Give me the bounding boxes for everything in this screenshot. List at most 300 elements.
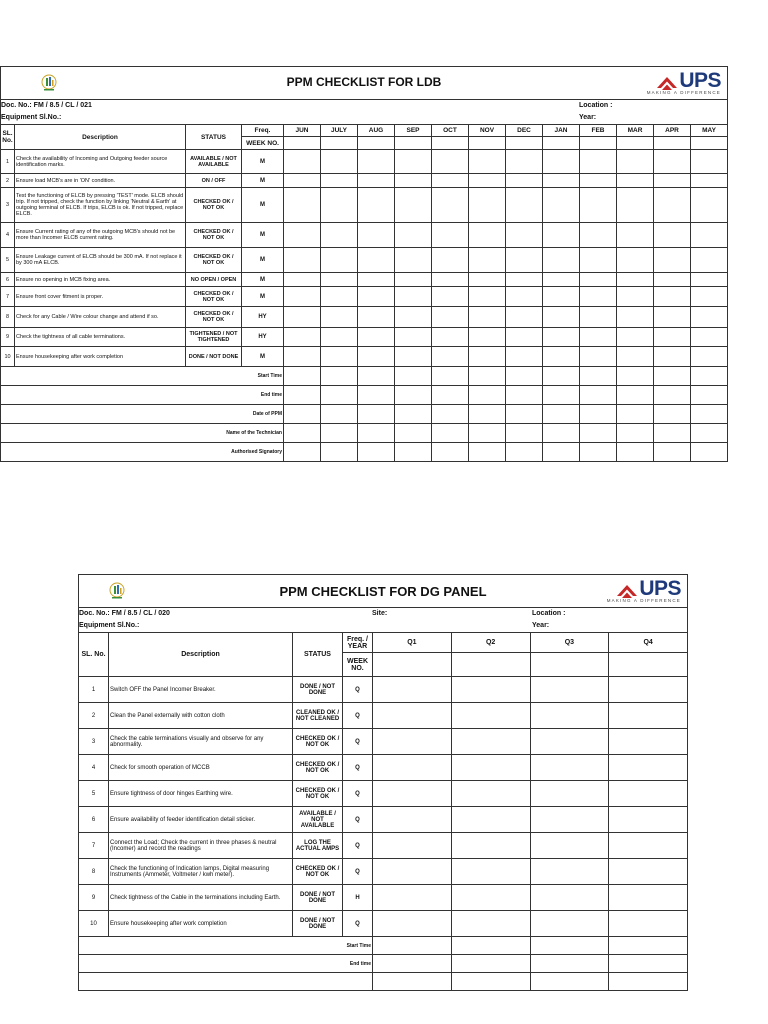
entry-cell[interactable] bbox=[580, 328, 617, 347]
entry-cell[interactable] bbox=[530, 973, 609, 991]
entry-cell[interactable] bbox=[358, 287, 395, 307]
entry-cell[interactable] bbox=[617, 150, 654, 174]
entry-cell[interactable] bbox=[530, 859, 609, 885]
description-cell: Connect the Load; Check the current in three phases & neutral (Incomer) and record the readings bbox=[109, 833, 293, 859]
entry-cell[interactable] bbox=[530, 807, 609, 833]
entry-cell[interactable] bbox=[617, 287, 654, 307]
entry-cell[interactable] bbox=[284, 248, 321, 273]
entry-cell[interactable] bbox=[284, 405, 321, 424]
location-label: Location : bbox=[532, 610, 566, 617]
month-header: OCT bbox=[432, 125, 469, 137]
entry-cell[interactable] bbox=[373, 911, 452, 937]
status-cell: DONE / NOT DONE bbox=[186, 347, 242, 367]
entry-cell[interactable] bbox=[609, 755, 688, 781]
footer-label: Name of the Technician bbox=[1, 424, 284, 443]
freq-cell: Q bbox=[343, 755, 373, 781]
freq-cell: Q bbox=[343, 859, 373, 885]
entry-cell[interactable] bbox=[506, 223, 543, 248]
entry-cell[interactable] bbox=[654, 150, 691, 174]
entry-cell[interactable] bbox=[284, 287, 321, 307]
entry-cell[interactable] bbox=[432, 174, 469, 188]
entry-cell[interactable] bbox=[609, 729, 688, 755]
status-cell: CHECKED OK / NOT OK bbox=[186, 248, 242, 273]
ldb-checklist bbox=[0, 66, 728, 462]
entry-cell[interactable] bbox=[580, 223, 617, 248]
entry-cell[interactable] bbox=[432, 367, 469, 386]
entry-cell[interactable] bbox=[543, 248, 580, 273]
entry-cell[interactable] bbox=[506, 188, 543, 223]
entry-cell[interactable] bbox=[284, 386, 321, 405]
entry-cell[interactable] bbox=[580, 248, 617, 273]
description-cell: Ensure Leakage current of ELCB should be 300 mA. If not replace it by 300 mA ELCB. bbox=[15, 248, 186, 273]
entry-cell[interactable] bbox=[395, 273, 432, 287]
quarter-header: Q3 bbox=[530, 633, 609, 653]
entry-cell[interactable] bbox=[580, 367, 617, 386]
entry-cell[interactable] bbox=[506, 405, 543, 424]
entry-cell[interactable] bbox=[654, 287, 691, 307]
entry-cell[interactable] bbox=[284, 150, 321, 174]
entry-cell[interactable] bbox=[617, 273, 654, 287]
entry-cell[interactable] bbox=[358, 273, 395, 287]
entry-cell[interactable] bbox=[358, 223, 395, 248]
entry-cell[interactable] bbox=[451, 677, 530, 703]
entry-cell[interactable] bbox=[358, 367, 395, 386]
entry-cell[interactable] bbox=[395, 188, 432, 223]
entry-cell[interactable] bbox=[469, 307, 506, 328]
entry-cell[interactable] bbox=[691, 307, 728, 328]
entry-cell[interactable] bbox=[451, 859, 530, 885]
entry-cell[interactable] bbox=[432, 405, 469, 424]
entry-cell[interactable] bbox=[395, 424, 432, 443]
entry-cell[interactable] bbox=[469, 405, 506, 424]
table-row bbox=[1, 347, 728, 367]
entry-cell[interactable] bbox=[617, 367, 654, 386]
status-cell: AVAILABLE / NOT AVAILABLE bbox=[293, 807, 343, 833]
entry-cell[interactable] bbox=[691, 367, 728, 386]
footer-row bbox=[1, 405, 728, 424]
entry-cell[interactable] bbox=[469, 223, 506, 248]
entry-cell[interactable] bbox=[469, 347, 506, 367]
entry-cell[interactable] bbox=[691, 273, 728, 287]
entry-cell[interactable] bbox=[284, 223, 321, 248]
month-header: NOV bbox=[469, 125, 506, 137]
entry-cell[interactable] bbox=[654, 223, 691, 248]
entry-cell[interactable] bbox=[543, 307, 580, 328]
entry-cell[interactable] bbox=[395, 287, 432, 307]
entry-cell[interactable] bbox=[580, 307, 617, 328]
status-cell: CHECKED OK / NOT OK bbox=[293, 781, 343, 807]
entry-cell[interactable] bbox=[432, 347, 469, 367]
entry-cell[interactable] bbox=[530, 937, 609, 955]
entry-cell[interactable] bbox=[543, 174, 580, 188]
entry-cell[interactable] bbox=[432, 307, 469, 328]
footer-label: End time bbox=[1, 386, 284, 405]
entry-cell[interactable] bbox=[506, 367, 543, 386]
entry-cell[interactable] bbox=[284, 367, 321, 386]
entry-cell[interactable] bbox=[543, 424, 580, 443]
entry-cell[interactable] bbox=[617, 307, 654, 328]
entry-cell[interactable] bbox=[395, 386, 432, 405]
entry-cell[interactable] bbox=[580, 174, 617, 188]
doc-no: Doc. No.: FM / 8.5 / CL / 021 bbox=[1, 102, 92, 109]
entry-cell[interactable] bbox=[580, 273, 617, 287]
entry-cell[interactable] bbox=[609, 885, 688, 911]
entry-cell[interactable] bbox=[691, 223, 728, 248]
entry-cell[interactable] bbox=[530, 885, 609, 911]
entry-cell[interactable] bbox=[543, 405, 580, 424]
entry-cell[interactable] bbox=[432, 424, 469, 443]
entry-cell[interactable] bbox=[609, 677, 688, 703]
entry-cell[interactable] bbox=[609, 781, 688, 807]
footer-row bbox=[79, 973, 688, 991]
entry-cell[interactable] bbox=[451, 781, 530, 807]
year-label: Year: bbox=[579, 114, 597, 121]
description-cell: Test the functioning of ELCB by pressing 'TEST' mode. ELCB should trip. If not tripped, check the function by linking 'Neutral & Earth' at outgoing terminal of ELCB. If trips, ELCB is ok. If not tripped, replace ELCB. bbox=[15, 188, 186, 223]
entry-cell[interactable] bbox=[469, 188, 506, 223]
status-cell: AVAILABLE / NOT AVAILABLE bbox=[186, 150, 242, 174]
entry-cell[interactable] bbox=[506, 347, 543, 367]
entry-cell[interactable] bbox=[691, 328, 728, 347]
entry-cell[interactable] bbox=[432, 443, 469, 462]
entry-cell[interactable] bbox=[691, 405, 728, 424]
entry-cell[interactable] bbox=[321, 248, 358, 273]
entry-cell[interactable] bbox=[321, 223, 358, 248]
entry-cell[interactable] bbox=[609, 833, 688, 859]
ups-chevron-icon bbox=[616, 582, 638, 598]
entry-cell[interactable] bbox=[609, 911, 688, 937]
table-row bbox=[1, 248, 728, 273]
status-header: STATUS bbox=[293, 633, 343, 677]
entry-cell[interactable] bbox=[284, 174, 321, 188]
status-cell: CHECKED OK / NOT OK bbox=[293, 755, 343, 781]
entry-cell[interactable] bbox=[469, 386, 506, 405]
entry-cell[interactable] bbox=[284, 188, 321, 223]
freq-cell: H bbox=[343, 885, 373, 911]
entry-cell[interactable] bbox=[654, 273, 691, 287]
entry-cell[interactable] bbox=[580, 443, 617, 462]
entry-cell[interactable] bbox=[691, 174, 728, 188]
status-cell: DONE / NOT DONE bbox=[293, 911, 343, 937]
equipment-label: Equipment Sl.No.: bbox=[1, 114, 62, 121]
entry-cell[interactable] bbox=[358, 150, 395, 174]
entry-cell[interactable] bbox=[395, 150, 432, 174]
entry-cell[interactable] bbox=[395, 307, 432, 328]
entry-cell[interactable] bbox=[451, 911, 530, 937]
ldb-table bbox=[0, 124, 728, 462]
entry-cell[interactable] bbox=[691, 386, 728, 405]
entry-cell[interactable] bbox=[373, 937, 452, 955]
freq-header: Freq. / YEAR bbox=[343, 633, 373, 653]
footer-label: Date of PPM bbox=[1, 405, 284, 424]
entry-cell[interactable] bbox=[691, 248, 728, 273]
entry-cell[interactable] bbox=[395, 347, 432, 367]
entry-cell[interactable] bbox=[358, 443, 395, 462]
entry-cell[interactable] bbox=[373, 677, 452, 703]
entry-cell[interactable] bbox=[358, 424, 395, 443]
entry-cell[interactable] bbox=[543, 443, 580, 462]
entry-cell[interactable] bbox=[609, 937, 688, 955]
entry-cell[interactable] bbox=[543, 223, 580, 248]
entry-cell[interactable] bbox=[358, 307, 395, 328]
entry-cell[interactable] bbox=[654, 188, 691, 223]
entry-cell[interactable] bbox=[543, 386, 580, 405]
entry-cell[interactable] bbox=[358, 174, 395, 188]
status-cell: CHECKED OK / NOT OK bbox=[186, 188, 242, 223]
entry-cell[interactable] bbox=[543, 328, 580, 347]
entry-cell[interactable] bbox=[543, 273, 580, 287]
entry-cell[interactable] bbox=[373, 955, 452, 973]
entry-cell[interactable] bbox=[469, 328, 506, 347]
entry-cell[interactable] bbox=[617, 424, 654, 443]
entry-cell[interactable] bbox=[451, 937, 530, 955]
entry-cell[interactable] bbox=[506, 273, 543, 287]
entry-cell[interactable] bbox=[506, 174, 543, 188]
description-cell: Check the tightness of all cable terminations. bbox=[15, 328, 186, 347]
entry-cell[interactable] bbox=[284, 443, 321, 462]
entry-cell[interactable] bbox=[654, 347, 691, 367]
entry-cell[interactable] bbox=[469, 443, 506, 462]
entry-cell[interactable] bbox=[321, 424, 358, 443]
entry-cell[interactable] bbox=[321, 405, 358, 424]
entry-cell[interactable] bbox=[691, 287, 728, 307]
entry-cell[interactable] bbox=[358, 328, 395, 347]
freq-cell: M bbox=[242, 174, 284, 188]
entry-cell[interactable] bbox=[284, 424, 321, 443]
entry-cell[interactable] bbox=[321, 347, 358, 367]
entry-cell[interactable] bbox=[284, 347, 321, 367]
ups-brand: UPS bbox=[639, 577, 681, 600]
entry-cell[interactable] bbox=[654, 424, 691, 443]
entry-cell[interactable] bbox=[284, 307, 321, 328]
footer-row bbox=[1, 424, 728, 443]
entry-cell[interactable] bbox=[530, 833, 609, 859]
entry-cell[interactable] bbox=[284, 273, 321, 287]
entry-cell[interactable] bbox=[543, 287, 580, 307]
dg-title: PPM CHECKLIST FOR DG PANEL bbox=[279, 584, 487, 599]
entry-cell[interactable] bbox=[617, 347, 654, 367]
entry-cell[interactable] bbox=[373, 859, 452, 885]
sl-cell: 8 bbox=[79, 859, 109, 885]
entry-cell[interactable] bbox=[654, 367, 691, 386]
entry-cell[interactable] bbox=[432, 287, 469, 307]
entry-cell[interactable] bbox=[321, 174, 358, 188]
description-cell: Ensure availability of feeder identification detail sticker. bbox=[109, 807, 293, 833]
entry-cell[interactable] bbox=[691, 443, 728, 462]
entry-cell[interactable] bbox=[654, 443, 691, 462]
sl-cell: 6 bbox=[1, 273, 15, 287]
entry-cell[interactable] bbox=[580, 386, 617, 405]
sl-cell: 10 bbox=[79, 911, 109, 937]
entry-cell[interactable] bbox=[506, 328, 543, 347]
entry-cell[interactable] bbox=[321, 273, 358, 287]
entry-cell[interactable] bbox=[321, 328, 358, 347]
entry-cell[interactable] bbox=[530, 911, 609, 937]
ups-logo bbox=[607, 577, 681, 603]
entry-cell[interactable] bbox=[617, 386, 654, 405]
entry-cell[interactable] bbox=[530, 703, 609, 729]
entry-cell[interactable] bbox=[432, 248, 469, 273]
entry-cell[interactable] bbox=[395, 405, 432, 424]
entry-cell[interactable] bbox=[395, 367, 432, 386]
quarter-header: Q2 bbox=[451, 633, 530, 653]
entry-cell[interactable] bbox=[358, 405, 395, 424]
entry-cell[interactable] bbox=[451, 973, 530, 991]
site-label: Site: bbox=[372, 610, 388, 617]
entry-cell[interactable] bbox=[609, 859, 688, 885]
entry-cell[interactable] bbox=[609, 973, 688, 991]
entry-cell[interactable] bbox=[451, 833, 530, 859]
description-cell: Ensure Current rating of any of the outgoing MCB's should not be more than Incomer ELCB current rating. bbox=[15, 223, 186, 248]
entry-cell[interactable] bbox=[373, 973, 452, 991]
entry-cell[interactable] bbox=[609, 955, 688, 973]
entry-cell[interactable] bbox=[691, 424, 728, 443]
entry-cell[interactable] bbox=[506, 424, 543, 443]
entry-cell[interactable] bbox=[506, 443, 543, 462]
entry-cell[interactable] bbox=[543, 150, 580, 174]
entry-cell[interactable] bbox=[506, 287, 543, 307]
entry-cell[interactable] bbox=[321, 386, 358, 405]
entry-cell[interactable] bbox=[580, 347, 617, 367]
entry-cell[interactable] bbox=[617, 443, 654, 462]
entry-cell[interactable] bbox=[530, 729, 609, 755]
entry-cell[interactable] bbox=[451, 729, 530, 755]
entry-cell[interactable] bbox=[530, 781, 609, 807]
table-row bbox=[79, 911, 688, 937]
entry-cell[interactable] bbox=[617, 328, 654, 347]
entry-cell[interactable] bbox=[373, 885, 452, 911]
entry-cell[interactable] bbox=[373, 703, 452, 729]
entry-cell[interactable] bbox=[617, 174, 654, 188]
freq-cell: M bbox=[242, 150, 284, 174]
entry-cell[interactable] bbox=[451, 885, 530, 911]
entry-cell[interactable] bbox=[543, 188, 580, 223]
table-row bbox=[1, 223, 728, 248]
entry-cell[interactable] bbox=[373, 833, 452, 859]
status-cell: DONE / NOT DONE bbox=[293, 677, 343, 703]
entry-cell[interactable] bbox=[543, 367, 580, 386]
entry-cell[interactable] bbox=[373, 781, 452, 807]
entry-cell[interactable] bbox=[469, 273, 506, 287]
entry-cell[interactable] bbox=[530, 755, 609, 781]
entry-cell[interactable] bbox=[617, 223, 654, 248]
entry-cell[interactable] bbox=[321, 307, 358, 328]
entry-cell[interactable] bbox=[506, 248, 543, 273]
entry-cell[interactable] bbox=[617, 188, 654, 223]
entry-cell[interactable] bbox=[469, 367, 506, 386]
entry-cell[interactable] bbox=[691, 188, 728, 223]
entry-cell[interactable] bbox=[580, 405, 617, 424]
entry-cell[interactable] bbox=[654, 405, 691, 424]
entry-cell[interactable] bbox=[358, 386, 395, 405]
entry-cell[interactable] bbox=[451, 703, 530, 729]
entry-cell[interactable] bbox=[373, 729, 452, 755]
entry-cell[interactable] bbox=[654, 386, 691, 405]
entry-cell[interactable] bbox=[506, 307, 543, 328]
status-cell: ON / OFF bbox=[186, 174, 242, 188]
entry-cell[interactable] bbox=[469, 424, 506, 443]
freq-cell: M bbox=[242, 273, 284, 287]
entry-cell[interactable] bbox=[469, 287, 506, 307]
entry-cell[interactable] bbox=[395, 248, 432, 273]
entry-cell[interactable] bbox=[395, 443, 432, 462]
description-cell: Ensure tightness of door hinges Earthing wire. bbox=[109, 781, 293, 807]
entry-cell[interactable] bbox=[530, 677, 609, 703]
entry-cell[interactable] bbox=[321, 367, 358, 386]
entry-cell[interactable] bbox=[506, 386, 543, 405]
entry-cell[interactable] bbox=[580, 188, 617, 223]
entry-cell[interactable] bbox=[654, 328, 691, 347]
entry-cell[interactable] bbox=[321, 443, 358, 462]
description-cell: Ensure front cover fitment is proper. bbox=[15, 287, 186, 307]
entry-cell[interactable] bbox=[580, 150, 617, 174]
sl-cell: 4 bbox=[79, 755, 109, 781]
dg-table bbox=[78, 632, 688, 991]
entry-cell[interactable] bbox=[395, 223, 432, 248]
entry-cell[interactable] bbox=[451, 755, 530, 781]
entry-cell[interactable] bbox=[530, 955, 609, 973]
entry-cell[interactable] bbox=[284, 328, 321, 347]
footer-label: Start Time bbox=[1, 367, 284, 386]
table-row bbox=[79, 885, 688, 911]
entry-cell[interactable] bbox=[543, 347, 580, 367]
entry-cell[interactable] bbox=[321, 150, 358, 174]
entry-cell[interactable] bbox=[358, 188, 395, 223]
entry-cell[interactable] bbox=[451, 955, 530, 973]
entry-cell[interactable] bbox=[432, 273, 469, 287]
entry-cell[interactable] bbox=[609, 807, 688, 833]
entry-cell[interactable] bbox=[451, 807, 530, 833]
entry-cell[interactable] bbox=[321, 287, 358, 307]
entry-cell[interactable] bbox=[506, 150, 543, 174]
entry-cell[interactable] bbox=[358, 347, 395, 367]
entry-cell[interactable] bbox=[691, 347, 728, 367]
entry-cell[interactable] bbox=[617, 405, 654, 424]
entry-cell[interactable] bbox=[654, 307, 691, 328]
entry-cell[interactable] bbox=[654, 248, 691, 273]
entry-cell[interactable] bbox=[469, 248, 506, 273]
week-header: WEEK NO. bbox=[242, 137, 284, 150]
table-row bbox=[1, 273, 728, 287]
entry-cell[interactable] bbox=[432, 150, 469, 174]
entry-cell[interactable] bbox=[609, 703, 688, 729]
entry-cell[interactable] bbox=[432, 328, 469, 347]
sl-header: SL. No. bbox=[79, 633, 109, 677]
entry-cell[interactable] bbox=[358, 248, 395, 273]
entry-cell[interactable] bbox=[395, 328, 432, 347]
description-cell: Check the functioning of Indication lamps, Digital measuring Instruments (Ammeter, Voltmeter / kwh meter). bbox=[109, 859, 293, 885]
entry-cell[interactable] bbox=[321, 188, 358, 223]
ups-tagline: MAKING A DIFFERENCE bbox=[606, 598, 681, 603]
entry-cell[interactable] bbox=[432, 188, 469, 223]
entry-cell[interactable] bbox=[432, 223, 469, 248]
sl-cell: 1 bbox=[1, 150, 15, 174]
entry-cell[interactable] bbox=[691, 150, 728, 174]
entry-cell[interactable] bbox=[395, 174, 432, 188]
ups-tagline: MAKING A DIFFERENCE bbox=[646, 90, 721, 95]
entry-cell[interactable] bbox=[469, 174, 506, 188]
entry-cell[interactable] bbox=[373, 755, 452, 781]
entry-cell[interactable] bbox=[432, 386, 469, 405]
entry-cell[interactable] bbox=[580, 424, 617, 443]
entry-cell[interactable] bbox=[373, 807, 452, 833]
description-cell: Check tightness of the Cable in the terminations including Earth. bbox=[109, 885, 293, 911]
entry-cell[interactable] bbox=[617, 248, 654, 273]
month-header: JUN bbox=[284, 125, 321, 137]
entry-cell[interactable] bbox=[469, 150, 506, 174]
description-cell: Ensure load MCB's are in 'ON' condition. bbox=[15, 174, 186, 188]
entry-cell[interactable] bbox=[654, 174, 691, 188]
entry-cell[interactable] bbox=[580, 287, 617, 307]
